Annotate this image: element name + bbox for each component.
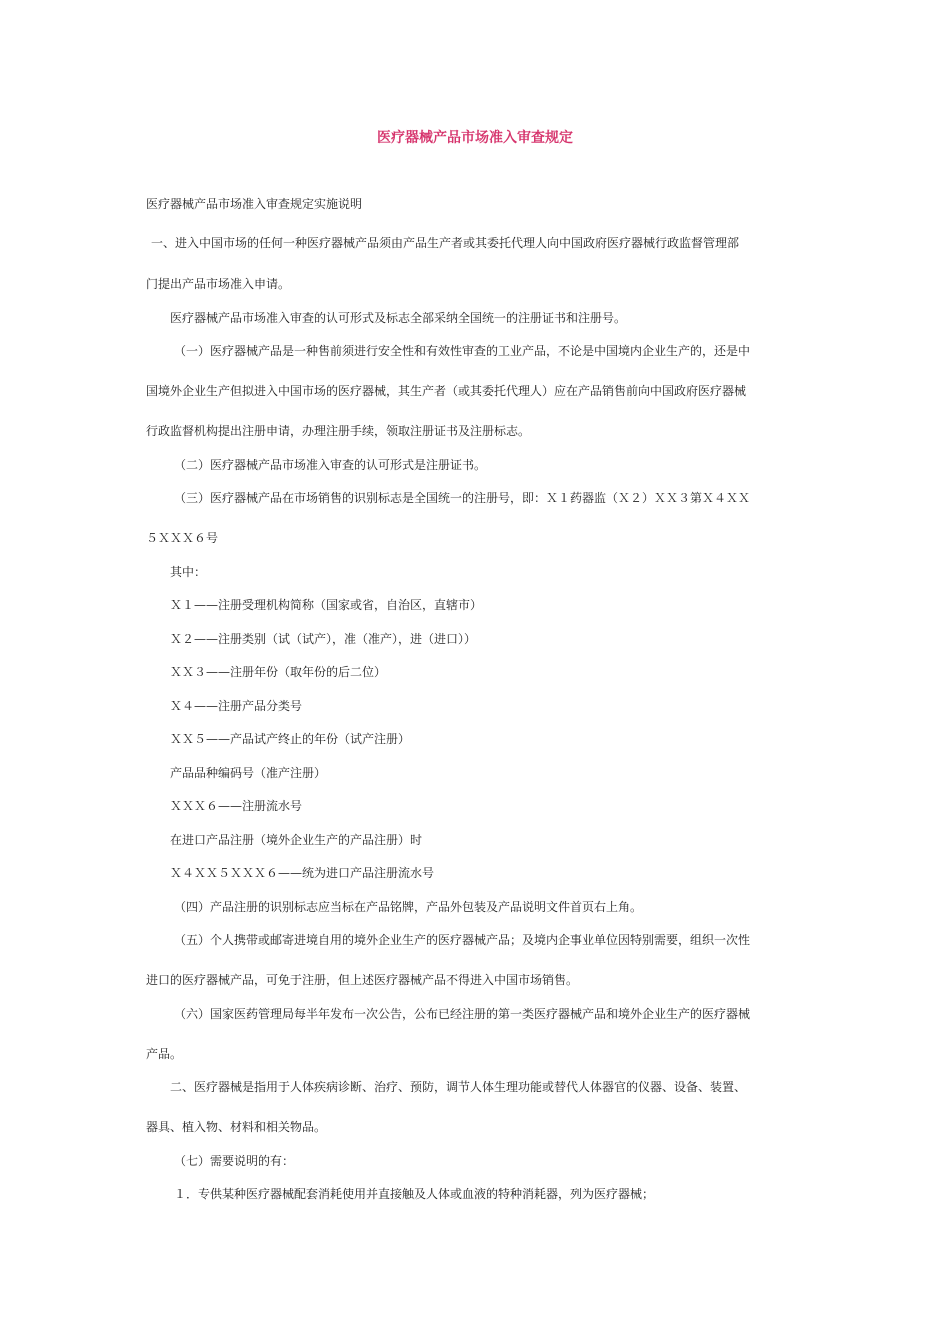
paragraph-line: Ｘ４——注册产品分类号 (170, 699, 303, 713)
paragraph-line: 产品。 (146, 1047, 183, 1061)
paragraph-line: 在进口产品注册（境外企业生产的产品注册）时 (170, 833, 423, 847)
paragraph-line: Ｘ２——注册类别（试（试产），准（准产），进（进口）） (170, 632, 477, 646)
paragraph-line: ＸＸＸ６——注册流水号 (170, 799, 303, 813)
paragraph-line: 二、医疗器械是指用于人体疾病诊断、治疗、预防，调节人体生理功能或替代人体器官的仪器、设备、装置、 (170, 1080, 747, 1094)
paragraph-line: 行政监督机构提出注册申请，办理注册手续，领取注册证书及注册标志。 (146, 424, 531, 438)
paragraph-line: 进口的医疗器械产品，可免于注册，但上述医疗器械产品不得进入中国市场销售。 (146, 973, 579, 987)
paragraph-line: 国境外企业生产但拟进入中国市场的医疗器械，其生产者（或其委托代理人）应在产品销售前向中国政府医疗器械 (146, 384, 747, 398)
paragraph-line: 产品品种编码号（准产注册） (170, 766, 327, 780)
subtitle-line: 医疗器械产品市场准入审查规定实施说明 (146, 197, 363, 211)
paragraph-line: （四）产品注册的识别标志应当标在产品铭牌，产品外包装及产品说明文件首页右上角。 (174, 900, 643, 914)
paragraph-line: Ｘ４ＸＸ５ＸＸＸ６——统为进口产品注册流水号 (170, 866, 435, 880)
paragraph-line: 医疗器械产品市场准入审查的认可形式及标志全部采纳全国统一的注册证书和注册号。 (170, 311, 627, 325)
paragraph-line: 其中： (170, 565, 207, 579)
paragraph-line: ＸＸ５——产品试产终止的年份（试产注册） (170, 732, 411, 746)
paragraph-line: ５ＸＸＸ６号 (146, 531, 219, 545)
paragraph-line: 器具、植入物、材料和相关物品。 (146, 1120, 327, 1134)
paragraph-line: １．专供某种医疗器械配套消耗使用并直接触及人体或血液的特种消耗器，列为医疗器械； (174, 1187, 655, 1201)
paragraph-line: （二）医疗器械产品市场准入审查的认可形式是注册证书。 (174, 458, 487, 472)
paragraph-line: ＸＸ３——注册年份（取年份的后二位） (170, 665, 387, 679)
paragraph-line: Ｘ１——注册受理机构简称（国家或省，自治区，直辖市） (170, 598, 483, 612)
paragraph-line: （五）个人携带或邮寄进境自用的境外企业生产的医疗器械产品；及境内企事业单位因特别需要，组织一次性 (174, 933, 751, 947)
paragraph-line: （六）国家医药管理局每半年发布一次公告，公布已经注册的第一类医疗器械产品和境外企业生产的医疗器械 (174, 1007, 751, 1021)
paragraph-line: （三）医疗器械产品在市场销售的识别标志是全国统一的注册号，即：Ｘ１药器监（Ｘ２）ＸＸ３第Ｘ４ＸＸ (174, 491, 751, 505)
paragraph-line: 门提出产品市场准入申请。 (146, 277, 291, 291)
paragraph-line: （一）医疗器械产品是一种售前须进行安全性和有效性审查的工业产品，不论是中国境内企业生产的，还是中 (174, 344, 751, 358)
paragraph-line: （七）需要说明的有： (174, 1154, 295, 1168)
paragraph-line: 一、进入中国市场的任何一种医疗器械产品须由产品生产者或其委托代理人向中国政府医疗器械行政监督管理部 (151, 236, 740, 250)
document-title: 医疗器械产品市场准入审查规定 (377, 130, 573, 146)
